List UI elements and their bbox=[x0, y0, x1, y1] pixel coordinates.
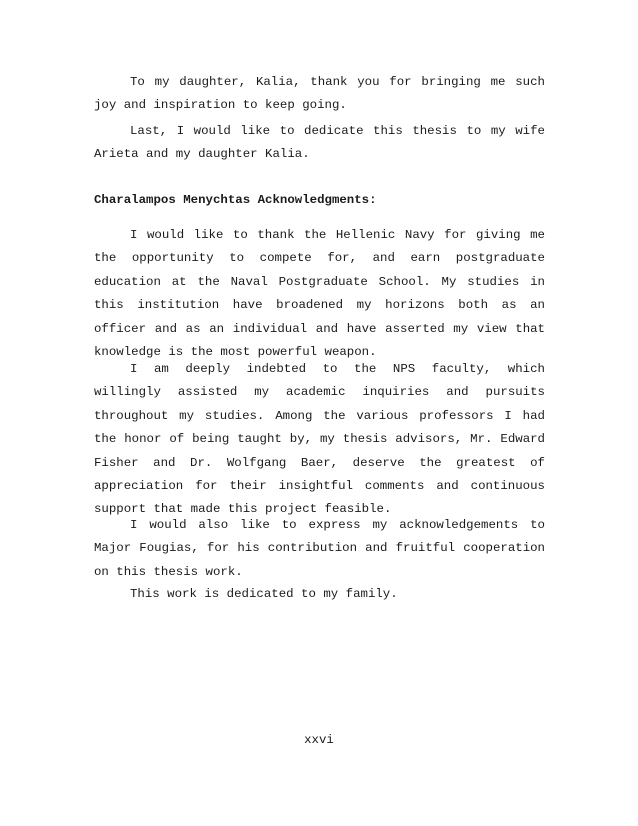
dedication-daughter-paragraph: To my daughter, Kalia, thank you for bringing me such joy and inspiration to keep going. bbox=[94, 75, 545, 113]
hellenic-navy-paragraph: I would like to thank the Hellenic Navy for giving me the opportunity to compete for, and earn postgraduate education at the Naval Postgraduate School. My studies in this institution have broadened my horizons both as an officer and as an individual and have asserted my view that knowledge is the most powerful weapon. bbox=[94, 228, 545, 360]
family-dedication-paragraph: This work is dedicated to my family. bbox=[130, 587, 398, 601]
acknowledgments-heading: Charalampos Menychtas Acknowledgments: bbox=[94, 193, 377, 207]
dedication-wife-paragraph: Last, I would like to dedicate this thesis to my wife Arieta and my daughter Kalia. bbox=[94, 124, 545, 162]
nps-faculty-paragraph: I am deeply indebted to the NPS faculty, which willingly assisted my academic inquiries and pursuits throughout my studies. Among the various professors I had the honor of being taught by, my thesis advisors, Mr. Edward Fisher and Dr. Wolfgang Baer, deserve the greatest of appreciation for their insightful comments and continuous support that made this project feasible. bbox=[94, 362, 545, 517]
page-number: xxvi bbox=[304, 733, 334, 747]
major-fougias-paragraph: I would also like to express my acknowledgements to Major Fougias, for his contribution and fruitful cooperation on this thesis work. bbox=[94, 518, 545, 579]
